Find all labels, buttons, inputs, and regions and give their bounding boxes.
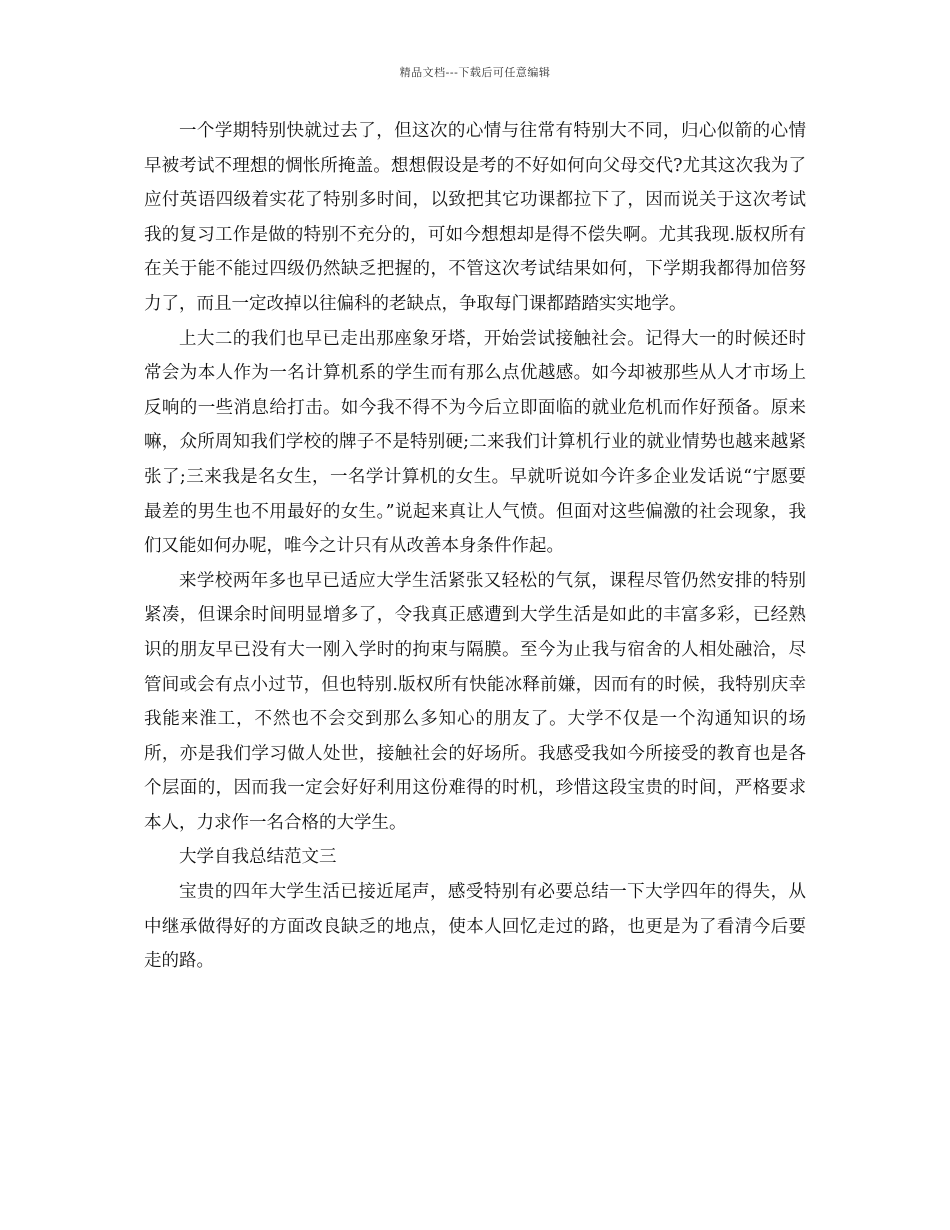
paragraph-2: 上大二的我们也早已走出那座象牙塔，开始尝试接触社会。记得大一的时候还时常会为本人作为一名计算机系的学生而有那么点优越感。如今却被那些从人才市场上反响的一些消息给打击。如今我不得不为今后立即面临的就业危机而作好预备。原来嘛，众所周知我们学校的牌子不是特别硬;二来我们计算机行业的就业情势也越来越紧张了;三来我是名女生，一名学计算机的女生。早就听说如今许多企业发话说“宁愿要最差的男生也不用最好的女生。”说起来真让人气愤。但面对这些偏激的社会现象，我们又能如何办呢，唯今之计只有从改善本身条件作起。 — [144, 328, 806, 557]
paragraph-1: 一个学期特别快就过去了，但这次的心情与往常有特别大不同，归心似箭的心情早被考试不理想的惆怅所掩盖。想想假设是考的不好如何向父母交代?尤其这次我为了应付英语四级着实花了特别多时间，以致把其它功课都拉下了，因而说关于这次考试我的复习工作是做的特别不充分的，可如今想想却是得不偿失啊。尤其我现.版权所有在关于能不能过四级仍然缺乏把握的，不管这次考试结果如何，下学期我都得加倍努力了，而且一定改掉以往偏科的老缺点，争取每门课都踏踏实实地学。 — [144, 121, 806, 314]
section-heading: 大学自我总结范文三 — [179, 847, 337, 868]
paragraph-3: 来学校两年多也早已适应大学生活紧张又轻松的气氛，课程尽管仍然安排的特别紧凑，但课余时间明显增多了，令我真正感遭到大学生活是如此的丰富多彩，已经熟识的朋友早已没有大一刚入学时的拘束与隔膜。至今为止我与宿舍的人相处融洽，尽管间或会有点小过节，但也特别.版权所有快能冰释前嫌，因而有的时候，我特别庆幸我能来淮工，不然也不会交到那么多知心的朋友了。大学不仅是一个沟通知识的场所，亦是我们学习做人处世，接触社会的好场所。我感受我如今所接受的教育也是各个层面的，因而我一定会好好利用这份难得的时机，珍惜这段宝贵的时间，严格要求本人，力求作一名合格的大学生。 — [144, 570, 806, 833]
paragraph-4: 宝贵的四年大学生活已接近尾声，感受特别有必要总结一下大学四年的得失，从中继承做得好的方面改良缺乏的地点，使本人回忆走过的路，也更是为了看清今后要走的路。 — [144, 882, 806, 972]
page-header: 精品文档---下载后可任意编辑 — [399, 66, 551, 79]
document-body — [144, 114, 806, 979]
